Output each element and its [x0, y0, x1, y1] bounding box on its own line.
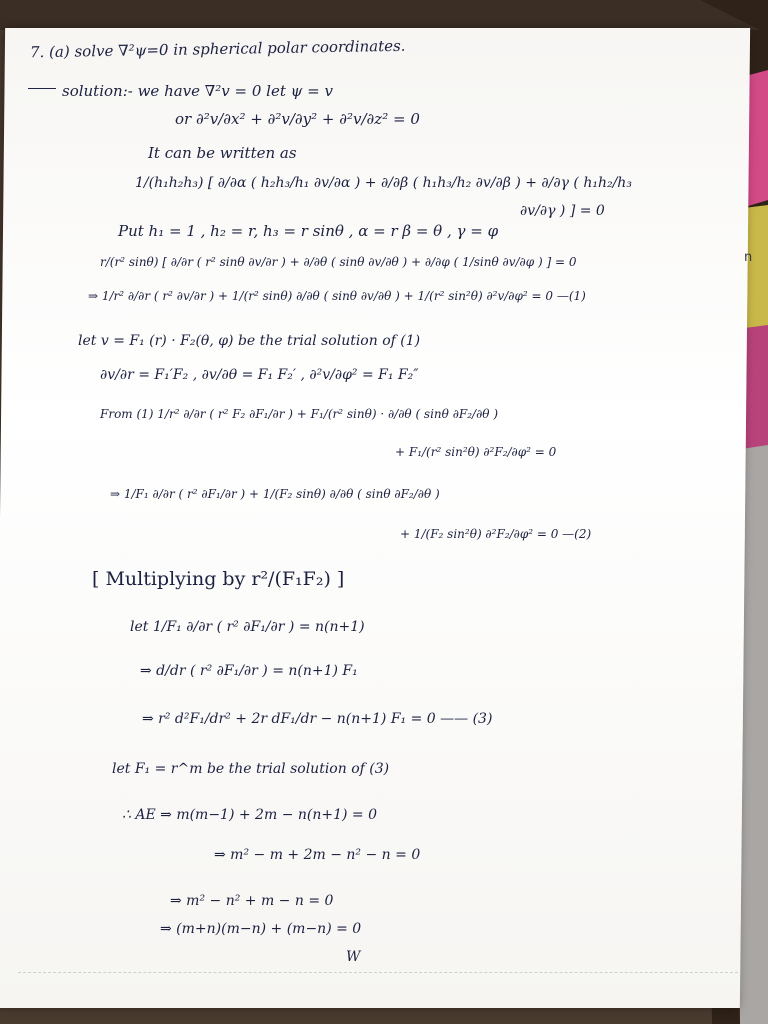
margin-letter: n: [744, 250, 753, 265]
line-from-1-cont: + F₁/(r² sin²θ) ∂²F₂/∂φ² = 0: [395, 445, 557, 459]
line-factor: ⇒ (m+n)(m−n) + (m−n) = 0: [160, 921, 362, 937]
title-underline: [28, 88, 56, 89]
line-divided: ⇒ 1/F₁ ∂/∂r ( r² ∂F₁/∂r ) + 1/(F₂ sinθ) ∂/∂θ ( sinθ ∂F₂/∂θ ): [110, 487, 440, 501]
line-general-curvilinear: 1/(h₁h₂h₃) [ ∂/∂α ( h₂h₃/h₁ ∂v/∂α ) + ∂/∂β ( h₁h₃/h₂ ∂v/∂β ) + ∂/∂γ ( h₁h₂/h₃: [135, 175, 632, 191]
line-from-1: From (1) 1/r² ∂/∂r ( r² F₂ ∂F₁/∂r ) + F₁/(r² sinθ) · ∂/∂θ ( sinθ ∂F₂/∂θ ): [100, 407, 499, 421]
line-rearrange: ⇒ m² − n² + m − n = 0: [170, 893, 334, 909]
line-laplace-cartesian: or ∂²v/∂x² + ∂²v/∂y² + ∂²v/∂z² = 0: [175, 110, 420, 128]
line-multiplying: [ Multiplying by r²/(F₁F₂) ]: [92, 568, 345, 590]
line-equation-3: ⇒ r² d²F₁/dr² + 2r dF₁/dr − n(n+1) F₁ = 0 —— (3): [142, 711, 493, 727]
line-spherical-form: r/(r² sinθ) [ ∂/∂r ( r² sinθ ∂v/∂r ) + ∂/∂θ ( sinθ ∂v/∂θ ) + ∂/∂φ ( 1/sinθ ∂v/∂φ ) ] = 0: [100, 255, 577, 269]
problem-title: 7. (a) solve ∇²ψ=0 in spherical polar coordinates.: [29, 36, 406, 62]
line-scale-factors: Put h₁ = 1 , h₂ = r, h₃ = r sinθ , α = r β = θ , γ = φ: [118, 222, 499, 240]
line-written-as: It can be written as: [148, 144, 297, 162]
line-auxiliary-eq: ∴ AE ⇒ m(m−1) + 2m − n(n+1) = 0: [122, 807, 378, 823]
line-trial-solution: let v = F₁ (r) · F₂(θ, φ) be the trial solution of (1): [78, 333, 421, 349]
line-trial-power: let F₁ = r^m be the trial solution of (3): [112, 761, 390, 777]
line-expand: ⇒ m² − m + 2m − n² − n = 0: [214, 847, 421, 863]
line-general-curvilinear-cont: ∂v/∂γ ) ] = 0: [520, 203, 605, 219]
line-radial-ode: ⇒ d/dr ( r² ∂F₁/∂r ) = n(n+1) F₁: [140, 663, 358, 679]
line-equation-2: + 1/(F₂ sin²θ) ∂²F₂/∂φ² = 0 —(2): [400, 527, 592, 541]
line-separation-constant: let 1/F₁ ∂/∂r ( r² ∂F₁/∂r ) = n(n+1): [130, 619, 365, 635]
line-equation-1: ⇒ 1/r² ∂/∂r ( r² ∂v/∂r ) + 1/(r² sinθ) ∂/∂θ ( sinθ ∂v/∂θ ) + 1/(r² sin²θ) ∂²v/∂φ² = 0 —(1): [88, 289, 586, 303]
line-solution: solution:- we have ∇²v = 0 let ψ = v: [62, 82, 333, 100]
line-derivatives: ∂v/∂r = F₁′F₂ , ∂v/∂θ = F₁ F₂′ , ∂²v/∂φ² = F₁ F₂″: [100, 367, 419, 383]
line-page-mark: W: [346, 949, 361, 965]
page-bottom-rule: [18, 972, 738, 973]
